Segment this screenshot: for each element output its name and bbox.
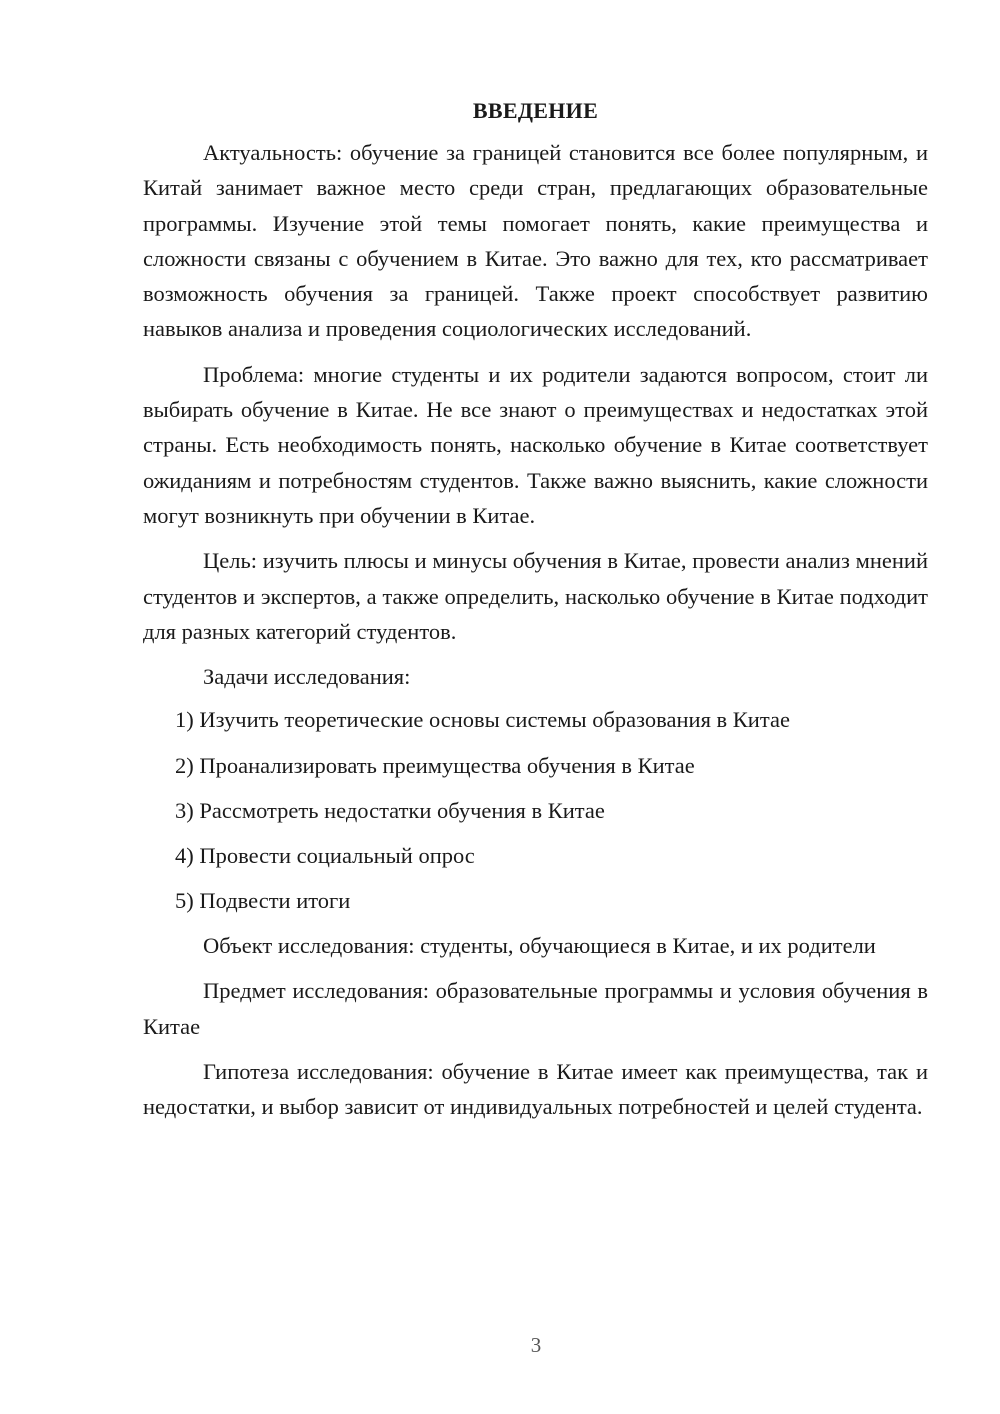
paragraph-object: Объект исследования: студенты, обучающиеся в Китае, и их родители <box>203 932 876 958</box>
tasks-title: Задачи исследования: <box>203 664 411 690</box>
task-item: 5) Подвести итоги <box>175 887 351 913</box>
paragraph-relevance: Актуальность: обучение за границей становится все более популярным, и Китай занимает важное место среди стран, предлагающих образовательные программы. Изучение этой темы помогает понять, какие преимущества и сложности связаны с обучением в Китае. Это важно для тех, кто рассматривает возможность обучения за границей. Также проект способствует развитию навыков анализа и проведения социологических исследований. <box>143 140 928 342</box>
page-number: 3 <box>530 1333 542 1357</box>
task-item: 3) Рассмотреть недостатки обучения в Китае <box>175 797 605 823</box>
task-item: 1) Изучить теоретические основы системы образования в Китае <box>175 707 790 733</box>
paragraph-problem: Проблема: многие студенты и их родители задаются вопросом, стоит ли выбирать обучение в Китае. Не все знают о преимуществах и недостатках этой страны. Есть необходимость понять, насколько обучение в Китае соответствует ожиданиям и потребностям студентов. Также важно выяснить, какие сложности могут возникнуть при обучении в Китае. <box>143 361 928 528</box>
paragraph-hypothesis: Гипотеза исследования: обучение в Китае имеет как преимущества, так и недостатки, и выбор зависит от индивидуальных потребностей и целей студента. <box>143 1058 928 1120</box>
document-body <box>143 93 928 1134</box>
tasks-list <box>143 702 928 918</box>
task-item: 4) Провести социальный опрос <box>175 842 475 868</box>
task-item: 2) Проанализировать преимущества обучения в Китае <box>175 752 695 778</box>
paragraph-goal: Цель: изучить плюсы и минусы обучения в Китае, провести анализ мнений студентов и экспертов, а также определить, насколько обучение в Китае подходит для разных категорий студентов. <box>143 548 928 644</box>
paragraph-subject: Предмет исследования: образовательные программы и условия обучения в Китае <box>143 978 928 1039</box>
section-heading: ВВЕДЕНИЕ <box>472 98 599 123</box>
